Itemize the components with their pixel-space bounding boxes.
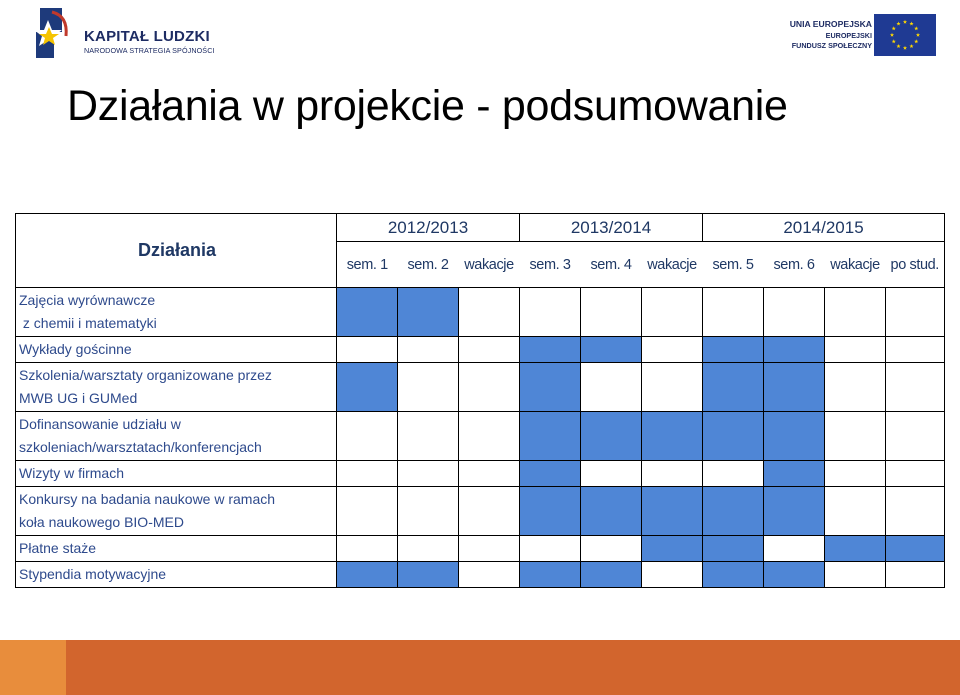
semester-header: wakacje: [825, 242, 886, 288]
schedule-cell-active: [581, 487, 642, 536]
schedule-cell-active: [581, 562, 642, 588]
schedule-cell-active: [703, 363, 764, 412]
schedule-cell-empty: [886, 487, 945, 536]
schedule-cell-empty: [825, 562, 886, 588]
schedule-cell-empty: [642, 337, 703, 363]
activity-label: Dofinansowanie udziału w szkoleniach/warsztatach/konferencjach: [16, 412, 337, 461]
schedule-cell-empty: [337, 337, 398, 363]
schedule-cell-active: [703, 337, 764, 363]
schedule-cell-empty: [398, 412, 459, 461]
eu-line-3: FUNDUSZ SPOŁECZNY: [791, 41, 872, 50]
schedule-cell-empty: [825, 412, 886, 461]
schedule-cell-empty: [703, 461, 764, 487]
semester-header: po stud.: [886, 242, 945, 288]
schedule-cell-empty: [459, 337, 520, 363]
kapital-ludzki-logo: [34, 6, 224, 62]
schedule-cell-active: [764, 363, 825, 412]
schedule-cell-empty: [398, 461, 459, 487]
schedule-cell-empty: [642, 562, 703, 588]
logo-subtitle: NARODOWA STRATEGIA SPÓJNOŚCI: [84, 46, 215, 55]
kapital-ludzki-emblem-icon: [34, 6, 82, 62]
activity-label: Stypendia motywacyjne: [16, 562, 337, 588]
schedule-cell-empty: [398, 337, 459, 363]
schedule-cell-empty: [459, 487, 520, 536]
schedule-cell-active: [764, 487, 825, 536]
schedule-cell-empty: [764, 536, 825, 562]
schedule-cell-empty: [886, 363, 945, 412]
page-title: Działania w projekcie - podsumowanie: [67, 82, 788, 130]
semester-header: sem. 3: [520, 242, 581, 288]
schedule-cell-active: [520, 487, 581, 536]
schedule-cell-empty: [886, 461, 945, 487]
schedule-cell-empty: [886, 412, 945, 461]
activity-label: Konkursy na badania naukowe w ramach koła naukowego BIO-MED: [16, 487, 337, 536]
schedule-cell-empty: [459, 363, 520, 412]
activity-label: Zajęcia wyrównawcze z chemii i matematyki: [16, 288, 337, 337]
activity-label: Wizyty w firmach: [16, 461, 337, 487]
schedule-cell-active: [764, 412, 825, 461]
schedule-cell-empty: [703, 288, 764, 337]
eu-line-2: EUROPEJSKI: [825, 31, 872, 40]
semester-header: wakacje: [459, 242, 520, 288]
schedule-cell-active: [642, 412, 703, 461]
schedule-cell-empty: [398, 363, 459, 412]
schedule-cell-empty: [886, 337, 945, 363]
schedule-cell-active: [520, 562, 581, 588]
year-header-row: [16, 214, 945, 242]
year-2014-2015: 2014/2015: [703, 214, 945, 242]
schedule-cell-active: [398, 288, 459, 337]
schedule-cell-active: [764, 461, 825, 487]
schedule-cell-empty: [886, 288, 945, 337]
schedule-table: [15, 213, 945, 588]
schedule-cell-empty: [459, 288, 520, 337]
footer-bar: [0, 640, 960, 695]
schedule-cell-empty: [764, 288, 825, 337]
semester-header: sem. 5: [703, 242, 764, 288]
schedule-cell-active: [520, 412, 581, 461]
table-row: [16, 363, 945, 412]
schedule-cell-active: [520, 337, 581, 363]
schedule-cell-empty: [581, 536, 642, 562]
eu-logo: [780, 14, 938, 58]
year-2013-2014: 2013/2014: [520, 214, 703, 242]
schedule-cell-empty: [642, 461, 703, 487]
schedule-cell-active: [703, 562, 764, 588]
semester-header: wakacje: [642, 242, 703, 288]
schedule-cell-empty: [520, 536, 581, 562]
eu-flag-icon: [874, 14, 936, 56]
schedule-cell-active: [642, 487, 703, 536]
schedule-cell-active: [703, 412, 764, 461]
schedule-cell-empty: [459, 536, 520, 562]
table-row: [16, 412, 945, 461]
schedule-cell-empty: [642, 288, 703, 337]
schedule-cell-empty: [581, 461, 642, 487]
schedule-cell-empty: [642, 363, 703, 412]
schedule-cell-empty: [581, 288, 642, 337]
semester-header: sem. 1: [337, 242, 398, 288]
schedule-cell-active: [581, 412, 642, 461]
schedule-cell-active: [337, 363, 398, 412]
table-row: [16, 487, 945, 536]
activity-label: Wykłady gościnne: [16, 337, 337, 363]
table-row: [16, 562, 945, 588]
schedule-cell-active: [398, 562, 459, 588]
schedule-cell-empty: [337, 536, 398, 562]
schedule-cell-empty: [337, 461, 398, 487]
table-row: [16, 536, 945, 562]
schedule-cell-active: [581, 337, 642, 363]
schedule-cell-active: [337, 288, 398, 337]
activities-header: Działania: [16, 214, 337, 288]
schedule-cell-empty: [398, 487, 459, 536]
schedule-cell-empty: [520, 288, 581, 337]
schedule-cell-active: [520, 363, 581, 412]
table-row: [16, 337, 945, 363]
schedule-cell-empty: [581, 363, 642, 412]
schedule-cell-active: [886, 536, 945, 562]
schedule-cell-empty: [398, 536, 459, 562]
schedule-cell-empty: [825, 461, 886, 487]
schedule-cell-empty: [337, 487, 398, 536]
logo-title: KAPITAŁ LUDZKI: [84, 28, 210, 45]
table-row: [16, 288, 945, 337]
schedule-cell-active: [825, 536, 886, 562]
schedule-cell-active: [703, 487, 764, 536]
schedule-cell-active: [520, 461, 581, 487]
activity-label: Szkolenia/warsztaty organizowane przez MWB UG i GUMed: [16, 363, 337, 412]
schedule-cell-empty: [886, 562, 945, 588]
schedule-cell-active: [764, 562, 825, 588]
schedule-cell-empty: [825, 288, 886, 337]
schedule-cell-active: [764, 337, 825, 363]
semester-header: sem. 2: [398, 242, 459, 288]
footer-accent: [0, 640, 66, 695]
activity-label: Płatne staże: [16, 536, 337, 562]
schedule-cell-empty: [459, 562, 520, 588]
semester-header: sem. 6: [764, 242, 825, 288]
schedule-cell-active: [703, 536, 764, 562]
schedule-cell-empty: [337, 412, 398, 461]
schedule-cell-active: [642, 536, 703, 562]
semester-header: sem. 4: [581, 242, 642, 288]
schedule-cell-empty: [459, 461, 520, 487]
schedule-cell-active: [337, 562, 398, 588]
schedule-cell-empty: [459, 412, 520, 461]
schedule-cell-empty: [825, 363, 886, 412]
schedule-cell-empty: [825, 487, 886, 536]
table-row: [16, 461, 945, 487]
schedule-cell-empty: [825, 337, 886, 363]
year-2012-2013: 2012/2013: [337, 214, 520, 242]
eu-line-1: UNIA EUROPEJSKA: [789, 19, 872, 29]
